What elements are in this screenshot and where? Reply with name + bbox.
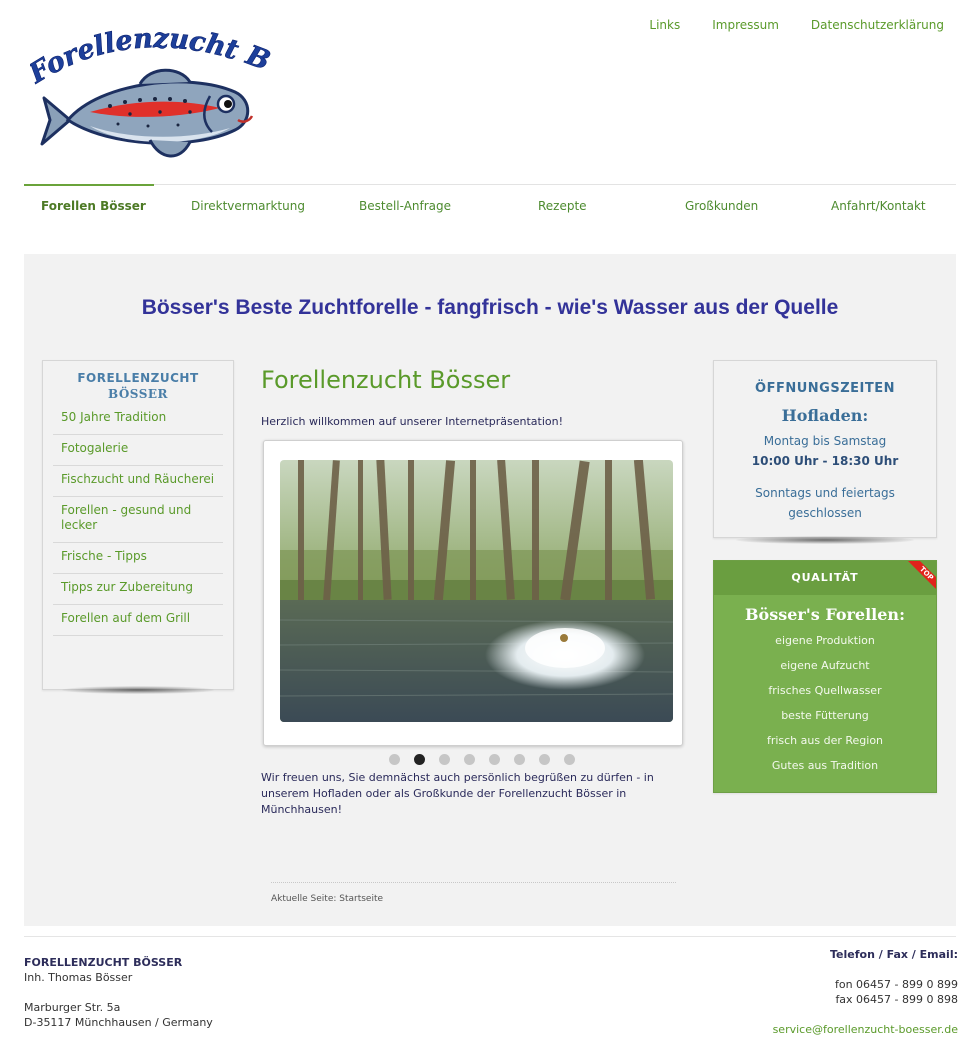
slider-dot[interactable]: [489, 754, 500, 765]
slider-dot[interactable]: [539, 754, 550, 765]
nav-item-forellen-boesser[interactable]: Forellen Bösser: [41, 199, 146, 213]
slide-image-pond: [280, 460, 673, 722]
opening-hours-box: [713, 360, 937, 538]
nav-active-indicator: [24, 184, 154, 186]
sidebar-menu: [42, 360, 234, 690]
slider-dot[interactable]: [564, 754, 575, 765]
closed-line-1: Sonntags und feiertags: [755, 486, 895, 500]
footer-fax: fax 06457 - 899 0 898: [835, 993, 958, 1006]
quality-item: frisches Quellwasser: [768, 684, 882, 697]
slider-dot[interactable]: [464, 754, 475, 765]
sidebar-item-fischzucht[interactable]: Fischzucht und Räucherei: [53, 466, 223, 497]
hofladen-label: Hofladen:: [781, 406, 869, 425]
closed-line-2: geschlossen: [788, 506, 862, 520]
link-datenschutz[interactable]: Datenschutzerklärung: [810, 18, 944, 32]
sidebar-item-frische-tipps[interactable]: Frische - Tipps: [53, 543, 223, 574]
logo[interactable]: [30, 22, 280, 172]
quality-item: frisch aus der Region: [766, 734, 884, 747]
page-title: Forellenzucht Bösser: [261, 366, 511, 394]
top-ribbon-icon: [900, 561, 936, 597]
content-area: [24, 254, 956, 926]
quality-item: eigene Produktion: [775, 634, 875, 647]
logo-text: orellenzucht B: [40, 23, 275, 81]
quality-header: QUALITÄT: [714, 561, 936, 595]
image-slider[interactable]: [263, 440, 683, 746]
footer-contact-title: Telefon / Fax / Email:: [830, 948, 958, 961]
top-links: [649, 18, 944, 32]
footer-company-name: FORELLENZUCHT BÖSSER: [24, 956, 183, 969]
nav-item-rezepte[interactable]: Rezepte: [538, 199, 587, 213]
nav-item-direktvermarktung[interactable]: Direktvermarktung: [191, 199, 305, 213]
logo-fish-image: [30, 22, 280, 172]
svg-text:TOP: TOP: [917, 565, 935, 583]
intro-paragraph: Wir freuen uns, Sie demnächst auch persönlich begrüßen zu dürfen - in unserem Hofladen oder als Großkunde der Forellenzucht Bösser in Münchhausen!: [261, 771, 654, 816]
slider-dot[interactable]: [439, 754, 450, 765]
sidebar-menu-list: [53, 404, 223, 636]
opening-days: Montag bis Samstag: [763, 434, 887, 448]
main-navigation: [24, 184, 956, 226]
opening-box-shadow: [736, 536, 914, 544]
slider-dot[interactable]: [389, 754, 400, 765]
sidebar-item-grill[interactable]: Forellen auf dem Grill: [53, 605, 223, 636]
opening-hours: 10:00 Uhr - 18:30 Uhr: [751, 454, 899, 468]
footer-phone: fon 06457 - 899 0 899: [834, 978, 958, 991]
footer-street: Marburger Str. 5a: [24, 1001, 121, 1014]
opening-hours-title: ÖFFNUNGSZEITEN: [755, 381, 895, 396]
quality-item: eigene Aufzucht: [780, 659, 870, 672]
content-divider: [271, 882, 676, 883]
quality-list: [714, 628, 936, 778]
link-links[interactable]: Links: [649, 18, 681, 32]
sidebar-item-fotogalerie[interactable]: Fotogalerie: [53, 435, 223, 466]
nav-item-anfahrt-kontakt[interactable]: Anfahrt/Kontakt: [831, 199, 926, 213]
footer-address: [24, 955, 213, 1030]
sidebar-item-gesund[interactable]: Forellen - gesund und lecker: [53, 497, 223, 543]
sidebar-title: [43, 370, 233, 402]
sidebar-item-zubereitung[interactable]: Tipps zur Zubereitung: [53, 574, 223, 605]
quality-title: Bösser's Forellen:: [745, 605, 905, 624]
slogan: Bösser's Beste Zuchtforelle - fangfrisch - wie's Wasser aus der Quelle: [141, 296, 839, 319]
footer-contact: [773, 947, 958, 1037]
slider-pagination: [389, 754, 575, 765]
footer-city: D-35117 Münchhausen / Germany: [24, 1016, 213, 1029]
quality-box: [713, 560, 937, 793]
current-page-label: Aktuelle Seite: Startseite: [271, 894, 384, 904]
footer-owner: Inh. Thomas Bösser: [24, 971, 133, 984]
slider-dot[interactable]: [514, 754, 525, 765]
quality-item: beste Fütterung: [781, 709, 869, 722]
link-impressum[interactable]: Impressum: [712, 18, 779, 32]
sidebar-title-line2: BÖSSER: [107, 387, 168, 401]
quality-item: Gutes aus Tradition: [771, 759, 879, 772]
nav-item-grosskunden[interactable]: Großkunden: [685, 199, 759, 213]
footer-email-link[interactable]: service@forellenzucht-boesser.de: [772, 1023, 958, 1036]
sidebar-item-tradition[interactable]: 50 Jahre Tradition: [53, 404, 223, 435]
footer-divider: [24, 936, 956, 937]
nav-item-bestell-anfrage[interactable]: Bestell-Anfrage: [359, 199, 452, 213]
sidebar-title-line1: FORELLENZUCHT: [77, 371, 199, 385]
slider-dot-active[interactable]: [414, 754, 425, 765]
sidebar-shadow: [62, 686, 214, 694]
welcome-text: Herzlich willkommen auf unserer Internetpräsentation!: [261, 415, 564, 428]
